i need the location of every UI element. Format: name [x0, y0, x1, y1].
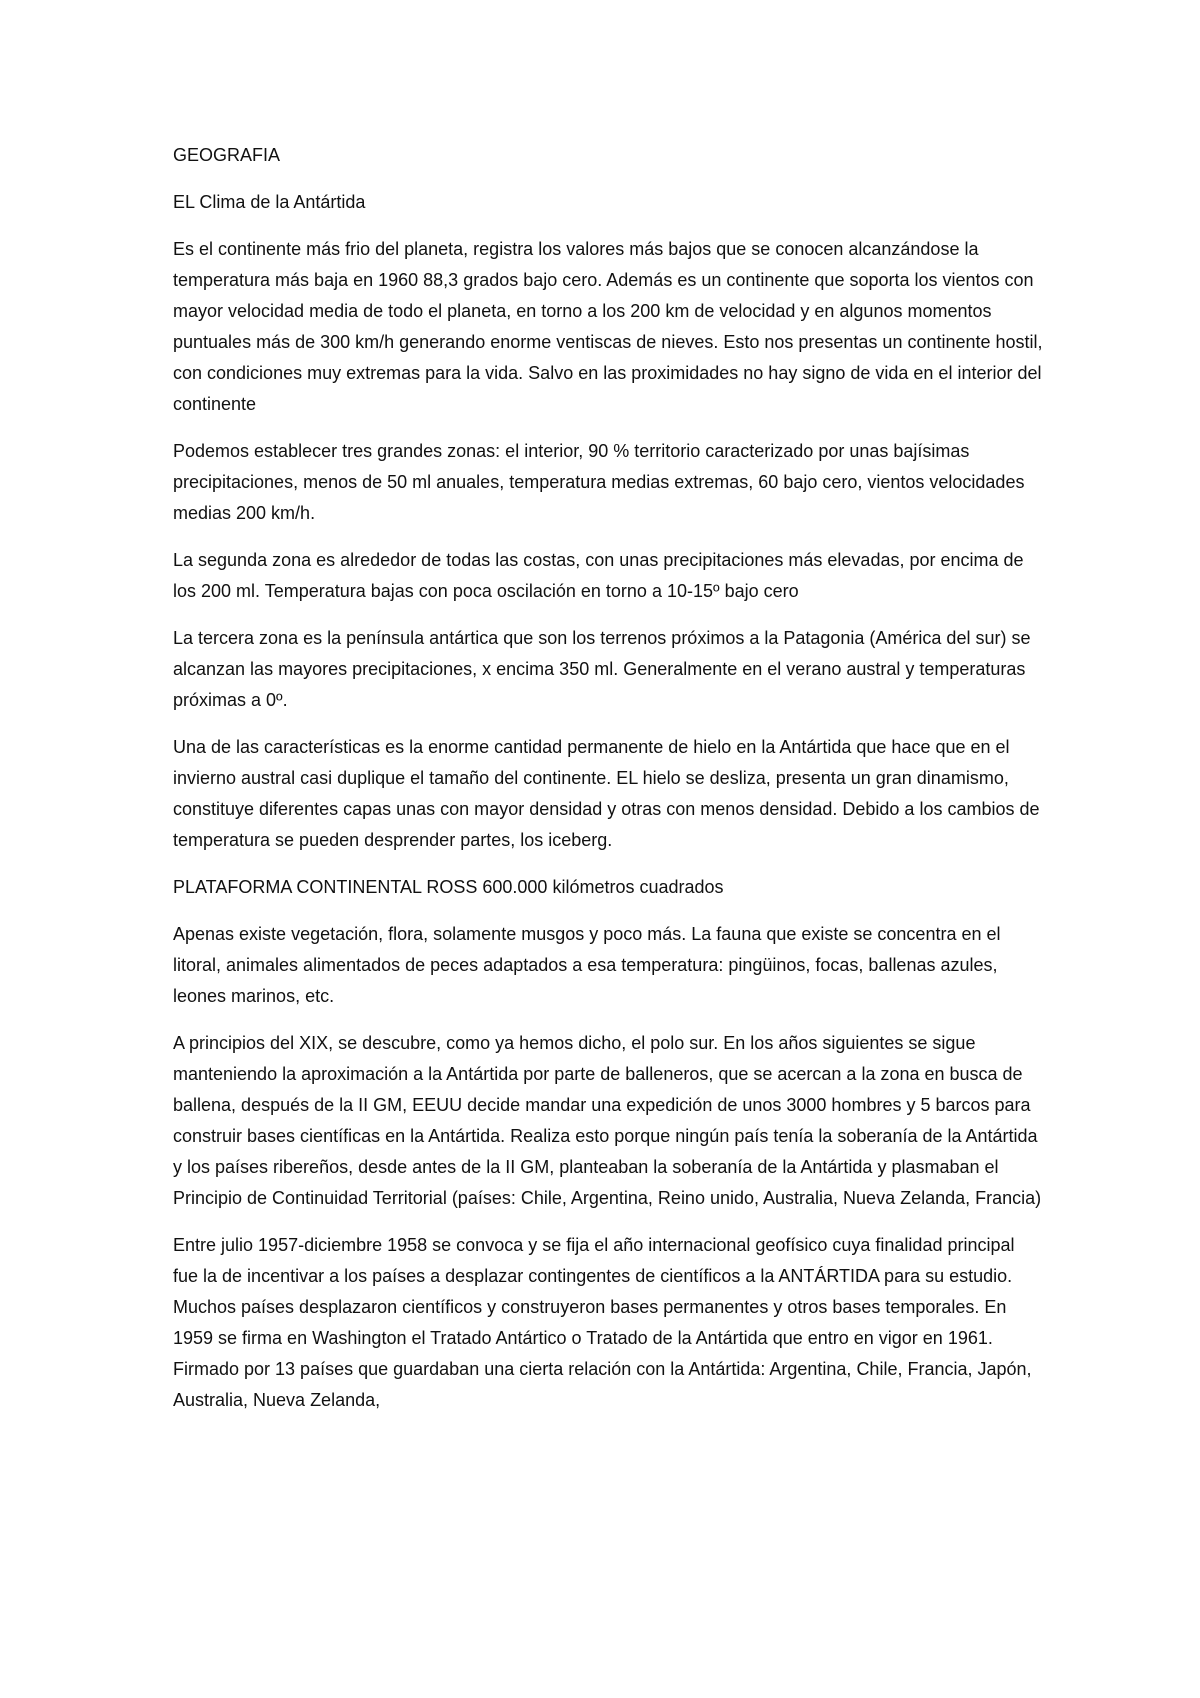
paragraph-peninsula-zone: La tercera zona es la península antártica que son los terrenos próximos a la Patagonia (América del sur) se alcanzan las mayores precipitaciones, x encima 350 ml. Generalmente en el verano austral y temperaturas próximas a 0º. [173, 628, 1031, 710]
paragraph-interior-zone: Podemos establecer tres grandes zonas: el interior, 90 % territorio caracterizado por unas bajísimas precipitaciones, menos de 50 ml anuales, temperatura medias extremas, 60 bajo cero, vientos velocidades medias 200 km/h. [173, 441, 1025, 523]
paragraph-treaty: Entre julio 1957-diciembre 1958 se convoca y se fija el año internacional geofísico cuya finalidad principal fue la de incentivar a los países a desplazar contingentes de científicos a la ANTÁRTIDA para su estudio. Muchos países desplazaron científicos y construyeron bases permanentes y otros bases temporales. En 1959 se firma en Washington el Tratado Antártico o Tratado de la Antártida que entro en vigor en 1961. Firmado por 13 países que guardaban una cierta relación con la Antártida: Argentina, Chile, Francia, Japón, Australia, Nueva Zelanda, [173, 1235, 1032, 1410]
paragraph-climate-overview: Es el continente más frio del planeta, registra los valores más bajos que se conocen alcanzándose la temperatura más baja en 1960 88,3 grados bajo cero. Además es un continente que soporta los vientos con mayor velocidad media de todo el planeta, en torno a los 200 km de velocidad y en algunos momentos puntuales más de 300 km/h generando enorme ventiscas de nieves. Esto nos presentas un continente hostil, con condiciones muy extremas para la vida. Salvo en las proximidades no hay signo de vida en el interior del continente [173, 239, 1043, 414]
document-subtitle: EL Clima de la Antártida [173, 192, 366, 212]
document-title: GEOGRAFIA [173, 145, 281, 165]
paragraph-ross-platform: PLATAFORMA CONTINENTAL ROSS 600.000 kilómetros cuadrados [173, 877, 724, 897]
paragraph-history: A principios del XIX, se descubre, como ya hemos dicho, el polo sur. En los años siguientes se sigue manteniendo la aproximación a la Antártida por parte de balleneros, que se acercan a la zona en busca de ballena, después de la II GM, EEUU decide mandar una expedición de unos 3000 hombres y 5 barcos para construir bases científicas en la Antártida. Realiza esto porque ningún país tenía la soberanía de la Antártida y los países ribereños, desde antes de la II GM, planteaban la soberanía de la Antártida y plasmaban el Principio de Continuidad Territorial (países: Chile, Argentina, Reino unido, Australia, Nueva Zelanda, Francia) [173, 1033, 1042, 1208]
paragraph-flora-fauna: Apenas existe vegetación, flora, solamente musgos y poco más. La fauna que existe se concentra en el litoral, animales alimentados de peces adaptados a esa temperatura: pingüinos, focas, ballenas azules, leones marinos, etc. [173, 924, 1001, 1006]
paragraph-coastal-zone: La segunda zona es alrededor de todas las costas, con unas precipitaciones más elevadas, por encima de los 200 ml. Temperatura bajas con poca oscilación en torno a 10-15º bajo cero [173, 550, 1024, 601]
document-body [173, 140, 1043, 1432]
paragraph-ice: Una de las características es la enorme cantidad permanente de hielo en la Antártida que hace que en el invierno austral casi duplique el tamaño del continente. EL hielo se desliza, presenta un gran dinamismo, constituye diferentes capas unas con mayor densidad y otras con menos densidad. Debido a los cambios de temperatura se pueden desprender partes, los iceberg. [173, 737, 1040, 850]
